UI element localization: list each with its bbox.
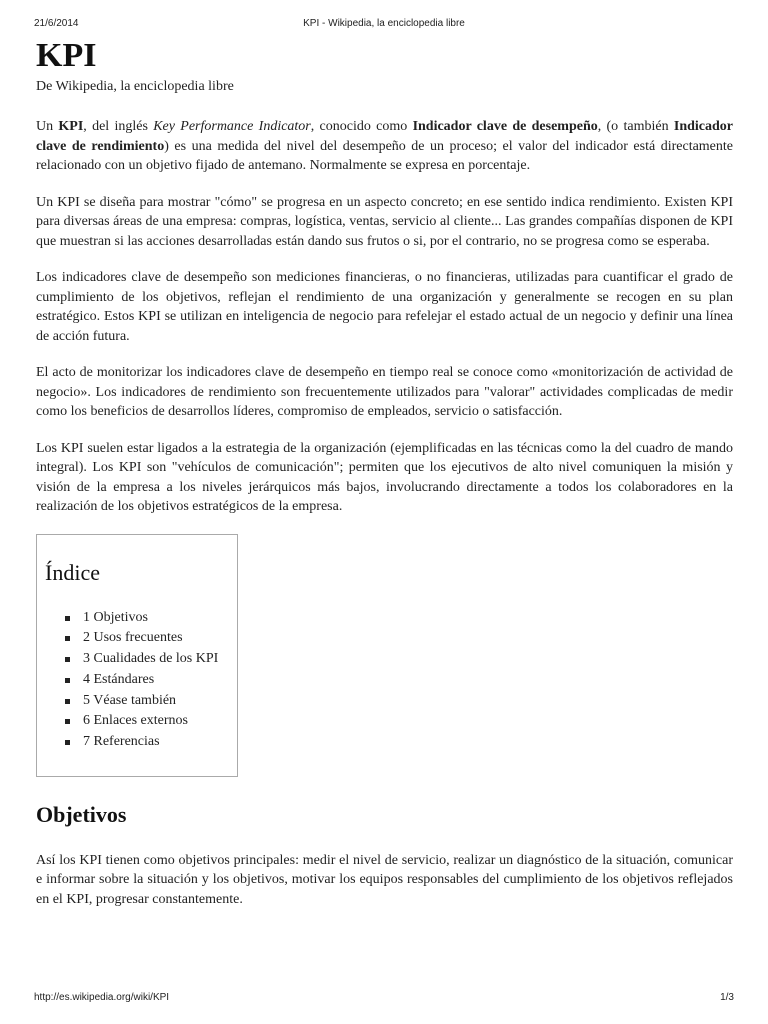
paragraph-3: Los indicadores clave de desempeño son mediciones financieras, o no financieras, utilizadas para cuantificar el grado de cumplimiento de los objetivos, reflejan el rendimiento de una organización y generalmente se recogen en su plan estratégico. Estos KPI se utilizan en inteligencia de negocio para refelejar el estado actual de un negocio y definir una línea de acción futura. xyxy=(36,270,733,344)
paragraph-5: Los KPI suelen estar ligados a la estrategia de la organización (ejemplificadas en las técnicas como la del cuadro de mando integral). Los KPI son "vehículos de comunicación"; permiten que los ejecutivos de alto nivel comuniquen la misión y visión de la empresa a los niveles jerárquicos más bajos, involucrando directamente a todos los colaboradores en la realización de los objetivos estratégicos de la empresa. xyxy=(36,440,733,514)
article-content xyxy=(36,36,733,926)
toc-item-label[interactable]: 6 Enlaces externos xyxy=(83,713,188,729)
toc-item-label[interactable]: 7 Referencias xyxy=(83,734,160,750)
term-english: Key Performance Indicator xyxy=(153,119,311,134)
toc-item-objetivos[interactable] xyxy=(65,608,218,629)
term-rendimiento: Indicador clave de rendimiento xyxy=(36,119,733,154)
paragraph-4: El acto de monitorizar los indicadores clave de desempeño en tiempo real se conoce como «monitorización de actividad de negocio». Los indicadores de rendimiento son frecuentemente utilizados para "valorar" actividades complicadas de medir como los beneficios de desarrollos líderes, compromiso de empleados, servicio o satisfacción. xyxy=(36,365,733,419)
page-title: KPI xyxy=(36,37,97,74)
site-subtitle: De Wikipedia, la enciclopedia libre xyxy=(36,79,234,94)
toc-item-vease[interactable] xyxy=(65,691,218,712)
bullet-icon xyxy=(65,699,70,704)
print-footer xyxy=(34,992,734,1006)
toc-item-estandares[interactable] xyxy=(65,670,218,691)
bullet-icon xyxy=(65,719,70,724)
toc-item-label[interactable]: 3 Cualidades de los KPI xyxy=(83,651,219,667)
intro-text-5: ) es una medida del nivel del desempeño de un proceso; el valor del indicador está directamente relacionado con un objetivo fijado de antemano. Normalmente se expresa en porcentaje. xyxy=(36,138,734,173)
print-header xyxy=(34,18,734,32)
bullet-icon xyxy=(65,616,70,621)
term-kpi: KPI xyxy=(58,119,84,134)
objetivos-paragraph: Así los KPI tienen como objetivos principales: medir el nivel de servicio, realizar un diagnóstico de la situación, comunicar e informar sobre la situación y los objetivos, motivar los equipos responsables del cumplimiento de los objetivos reflejados en el KPI, progresar constantemente. xyxy=(36,852,733,907)
intro-text-2: , del inglés xyxy=(83,119,154,134)
bullet-icon xyxy=(65,657,70,662)
toc-item-usos[interactable] xyxy=(65,628,218,649)
toc-title: Índice xyxy=(45,559,100,585)
intro-paragraph xyxy=(36,117,733,176)
term-desempeno: Indicador clave de desempeño xyxy=(412,119,598,134)
intro-text-3: , conocido como xyxy=(310,119,413,134)
bullet-icon xyxy=(65,636,70,641)
toc-item-enlaces[interactable] xyxy=(65,711,218,732)
print-url: http://es.wikipedia.org/wiki/KPI xyxy=(34,992,170,1003)
print-page-title: KPI - Wikipedia, la enciclopedia libre xyxy=(303,18,465,29)
section-heading-objetivos: Objetivos xyxy=(36,801,127,827)
toc-list xyxy=(65,608,218,754)
bullet-icon xyxy=(65,678,70,683)
intro-text-4: , (o también xyxy=(597,119,674,134)
toc-item-label[interactable]: 5 Véase también xyxy=(83,692,177,708)
intro-text-1: Un xyxy=(36,119,59,134)
print-date: 21/6/2014 xyxy=(34,18,79,29)
toc-item-label[interactable]: 4 Estándares xyxy=(83,671,155,687)
bullet-icon xyxy=(65,740,70,745)
page-counter: 1/3 xyxy=(720,992,734,1003)
toc-item-referencias[interactable] xyxy=(65,732,218,753)
toc-item-label[interactable]: 2 Usos frecuentes xyxy=(83,630,183,646)
paragraph-2: Un KPI se diseña para mostrar "cómo" se progresa en un aspecto concreto; en ese sentido indica rendimiento. Existen KPI para diversas áreas de una empresa: compras, logística, ventas, servicio al cliente... Las grandes compañías disponen de KPI que muestran si las acciones desarrolladas están dando sus frutos o si, por el contrario, no se progresa como se esperaba. xyxy=(36,194,733,249)
toc-item-cualidades[interactable] xyxy=(65,649,218,670)
toc-item-label[interactable]: 1 Objetivos xyxy=(83,609,148,625)
table-of-contents xyxy=(36,534,238,777)
